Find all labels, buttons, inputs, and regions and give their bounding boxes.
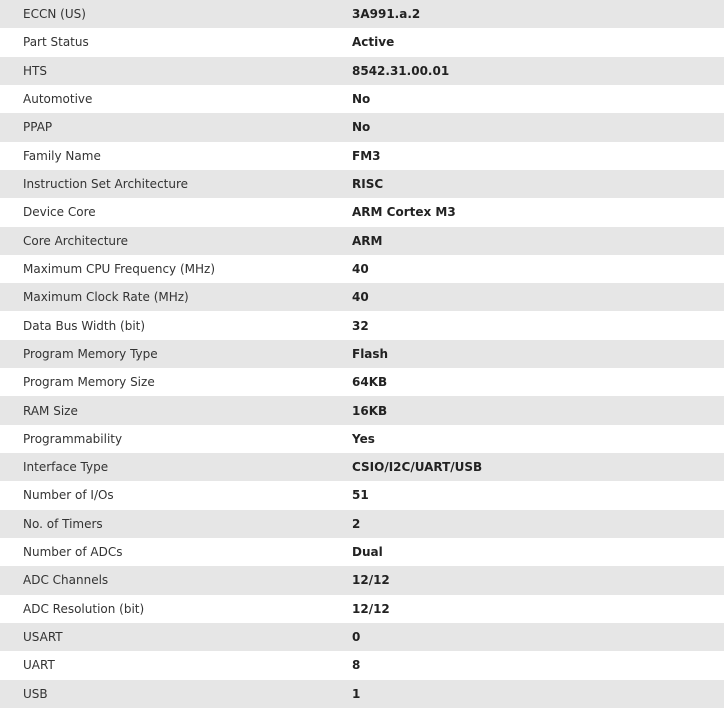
spec-row xyxy=(0,227,724,255)
spec-value: 2 xyxy=(352,516,361,531)
spec-label: PPAP xyxy=(23,120,53,135)
spec-label: Maximum CPU Frequency (MHz) xyxy=(23,261,215,276)
spec-value: Dual xyxy=(352,545,383,560)
spec-row xyxy=(0,28,724,56)
spec-row xyxy=(0,623,724,651)
spec-row xyxy=(0,680,724,708)
spec-value: 64KB xyxy=(352,375,388,390)
spec-row xyxy=(0,595,724,623)
spec-label: HTS xyxy=(23,63,47,78)
spec-label: Part Status xyxy=(23,35,89,50)
spec-value: 32 xyxy=(352,318,369,333)
spec-label: Instruction Set Architecture xyxy=(23,177,189,192)
spec-row xyxy=(0,510,724,538)
spec-label: RAM Size xyxy=(23,403,78,418)
spec-row xyxy=(0,311,724,339)
spec-row xyxy=(0,142,724,170)
spec-label: ADC Channels xyxy=(23,573,109,588)
spec-label: No. of Timers xyxy=(23,516,103,531)
spec-label: Maximum Clock Rate (MHz) xyxy=(23,290,189,305)
spec-value: 16KB xyxy=(352,403,388,418)
spec-row xyxy=(0,425,724,453)
spec-row xyxy=(0,57,724,85)
spec-label: ECCN (US) xyxy=(23,7,86,22)
spec-label: Data Bus Width (bit) xyxy=(23,318,146,333)
spec-value: FM3 xyxy=(352,148,381,163)
spec-row xyxy=(0,0,724,28)
spec-label: USART xyxy=(23,630,63,645)
spec-value: No xyxy=(352,92,371,107)
spec-value: ARM xyxy=(352,233,383,248)
spec-row xyxy=(0,255,724,283)
spec-value: 1 xyxy=(352,686,361,701)
spec-label: Programmability xyxy=(23,431,123,446)
spec-row xyxy=(0,85,724,113)
spec-row xyxy=(0,368,724,396)
spec-label: Automotive xyxy=(23,92,93,107)
spec-row xyxy=(0,396,724,424)
spec-value: RISC xyxy=(352,177,384,192)
spec-label: Core Architecture xyxy=(23,233,129,248)
spec-row xyxy=(0,651,724,679)
spec-value: ARM Cortex M3 xyxy=(352,205,456,220)
spec-value: Flash xyxy=(352,346,389,361)
spec-row xyxy=(0,538,724,566)
spec-value: 12/12 xyxy=(352,573,390,588)
spec-row xyxy=(0,481,724,509)
spec-value: 8 xyxy=(352,658,361,673)
spec-row xyxy=(0,283,724,311)
spec-row xyxy=(0,566,724,594)
spec-value: Active xyxy=(352,35,395,50)
spec-label: Interface Type xyxy=(23,460,109,475)
spec-value: No xyxy=(352,120,371,135)
spec-row xyxy=(0,198,724,226)
spec-label: Program Memory Type xyxy=(23,346,158,361)
spec-value: 0 xyxy=(352,630,361,645)
spec-label: ADC Resolution (bit) xyxy=(23,601,145,616)
spec-value: 40 xyxy=(352,261,369,276)
spec-value: 12/12 xyxy=(352,601,390,616)
spec-value: Yes xyxy=(352,431,375,446)
spec-row xyxy=(0,340,724,368)
spec-label: Program Memory Size xyxy=(23,375,155,390)
spec-label: USB xyxy=(23,686,48,701)
spec-label: Number of ADCs xyxy=(23,545,123,560)
spec-value: 51 xyxy=(352,488,369,503)
spec-label: Family Name xyxy=(23,148,101,163)
spec-label: Device Core xyxy=(23,205,96,220)
spec-row xyxy=(0,453,724,481)
spec-value: 3A991.a.2 xyxy=(352,7,421,22)
spec-value: 40 xyxy=(352,290,369,305)
spec-row xyxy=(0,113,724,141)
spec-label: Number of I/Os xyxy=(23,488,114,503)
spec-value: 8542.31.00.01 xyxy=(352,63,450,78)
spec-label: UART xyxy=(23,658,55,673)
spec-value: CSIO/I2C/UART/USB xyxy=(352,460,483,475)
spec-row xyxy=(0,170,724,198)
